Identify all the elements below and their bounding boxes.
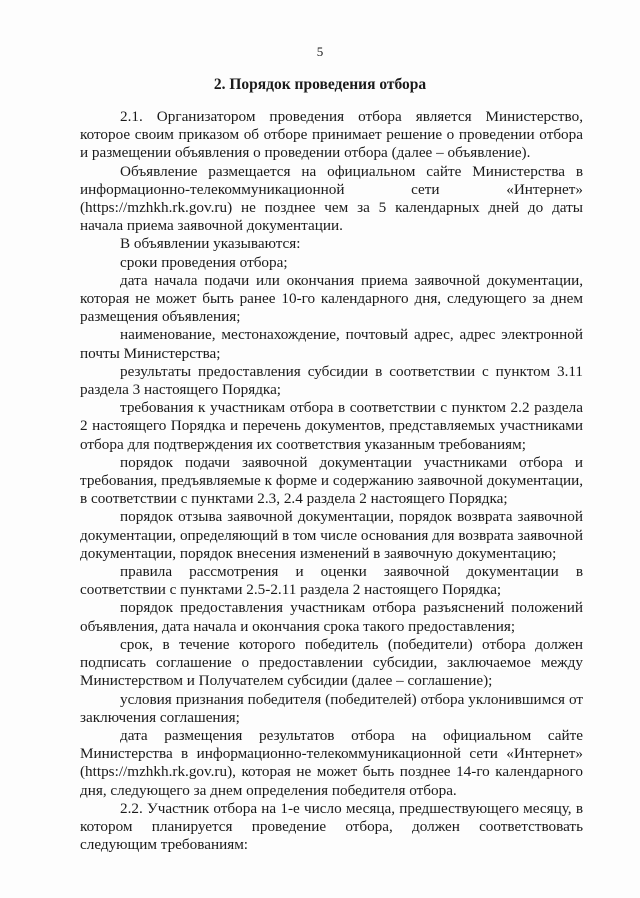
list-item-ministry-contacts: наименование, местонахождение, почтовый адрес, адрес электронной почты Министерства; — [80, 326, 583, 362]
section-heading: 2. Порядок проведения отбора — [213, 76, 427, 93]
list-item-evaluation-rules: правила рассмотрения и оценки заявочной документации в соответствии с пунктами 2.5-2.11 раздела 2 настоящего Порядка; — [80, 563, 583, 599]
paragraph-2-2: 2.2. Участник отбора на 1-е число месяца, предшествующего месяцу, в котором планируется проведение отбора, должен соответствовать следующим требованиям: — [80, 799, 583, 854]
paragraph-announcement: Объявление размещается на официальном сайте Министерства в информационно-телекоммуникационной сети «Интернет» (https://mzhkh.rk.gov.ru) не позднее чем за 5 календарных дней до даты начала приема заявочной документации. — [80, 162, 583, 235]
list-item-signing-term: срок, в течение которого победитель (победители) отбора должен подписать соглашение о предоставлении субсидии, заключаемое между Министерством и Получателем субсидии (далее – соглашение); — [80, 635, 583, 690]
paragraph-announcement-contents: В объявлении указываются: — [120, 235, 301, 253]
page-number: 5 — [316, 44, 324, 59]
list-item-results-publication: дата размещения результатов отбора на официальном сайте Министерства в информационно-телекоммуникационной сети «Интернет» (https://mzhkh.rk.gov.ru), которая не может быть позднее 14-го календарного дня, следующего за днем определения победителя отбора. — [80, 726, 583, 799]
list-item-clarifications: порядок предоставления участникам отбора разъяснений положений объявления, дата начала и окончания срока такого предоставления; — [80, 599, 583, 635]
list-item-results: результаты предоставления субсидии в соответствии с пунктом 3.11 раздела 3 настоящего Порядка; — [80, 362, 583, 399]
paragraph-2-1: 2.1. Организатором проведения отбора является Министерство, которое своим приказом об отборе принимает решение о проведении отбора и размещении объявления о проведении отбора (далее – объявление). — [80, 108, 583, 162]
list-item-requirements: требования к участникам отбора в соответствии с пунктом 2.2 раздела 2 настоящего Порядка и перечень документов, представляемых участниками отбора для подтверждения их соответствия указанным требованиям; — [80, 399, 583, 453]
list-item-submission-order: порядок подачи заявочной документации участниками отбора и требования, предъявляемые к форме и содержанию заявочной документации, в соответствии с пунктами 2.3, 2.4 раздела 2 настоящего Порядка; — [80, 453, 583, 508]
list-item-withdrawal-order: порядок отзыва заявочной документации, порядок возврата заявочной документации, определяющий в том числе основания для возврата заявочной документации, порядок внесения изменений в заявочную документацию; — [80, 508, 583, 562]
list-item-evasion-conditions: условия признания победителя (победителей) отбора уклонившимся от заключения соглашения; — [80, 690, 583, 726]
list-item-terms: сроки проведения отбора; — [120, 253, 288, 271]
list-item-dates: дата начала подачи или окончания приема заявочной документации, которая не может быть ранее 10-го календарного дня, следующего за днем размещения объявления; — [80, 271, 583, 326]
document-body — [80, 108, 583, 854]
